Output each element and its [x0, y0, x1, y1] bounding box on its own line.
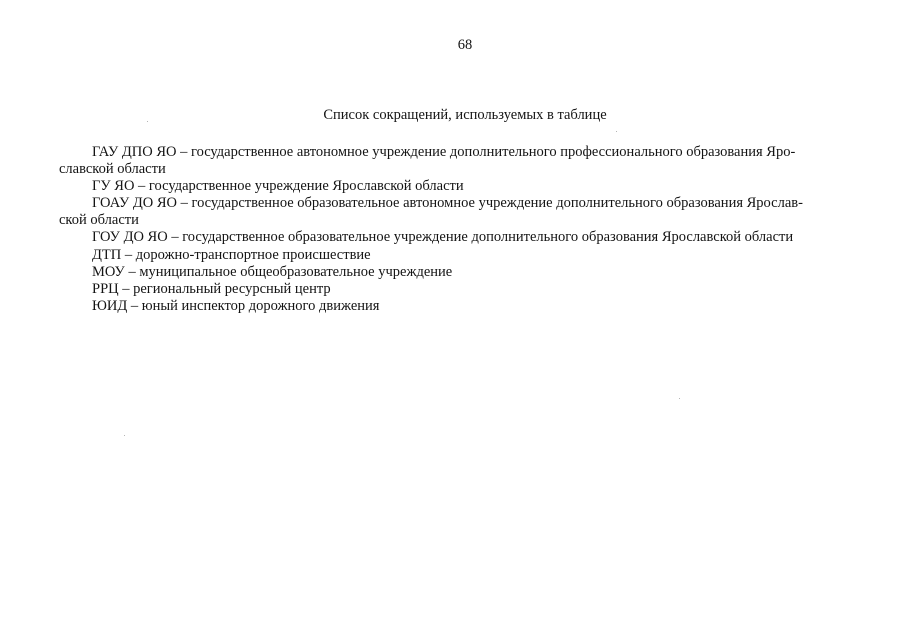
abbreviation-entry-mou — [59, 264, 845, 281]
scan-speck — [616, 131, 617, 132]
abbreviation-entry-yuid — [59, 298, 845, 315]
abbreviation-line-continued: ской области — [59, 212, 139, 229]
scan-speck — [147, 121, 148, 122]
abbreviation-entry-goau-do-yao — [59, 195, 845, 229]
abbreviation-entry-dtp — [59, 247, 845, 264]
abbreviation-entry-gau-dpo-yao — [59, 144, 845, 178]
scan-speck — [679, 398, 680, 399]
abbreviation-line: ГОУ ДО ЯО – государственное образовательное учреждение дополнительного образования Ярославской области — [92, 229, 794, 246]
abbreviation-line-continued: славской области — [59, 161, 166, 178]
abbreviation-line: ГУ ЯО – государственное учреждение Ярославской области — [92, 178, 464, 195]
abbreviation-entry-gu-yao — [59, 178, 845, 195]
scan-speck — [124, 435, 125, 436]
abbreviation-line: ЮИД – юный инспектор дорожного движения — [92, 297, 380, 314]
abbreviation-list — [59, 144, 845, 315]
page-title: Список сокращений, используемых в таблице — [323, 107, 607, 123]
abbreviation-line: РРЦ – региональный ресурсный центр — [92, 280, 331, 297]
abbreviation-line: ГОАУ ДО ЯО – государственное образовательное автономное учреждение дополнительного образования Ярослав- — [92, 195, 803, 212]
abbreviation-entry-rrc — [59, 281, 845, 298]
abbreviation-line: ГАУ ДПО ЯО – государственное автономное учреждение дополнительного профессионального образования Яро- — [92, 144, 796, 160]
abbreviation-entry-gou-do-yao — [59, 229, 845, 246]
abbreviation-line: МОУ – муниципальное общеобразовательное учреждение — [92, 263, 453, 280]
page-number: 68 — [457, 37, 473, 53]
abbreviation-line: ДТП – дорожно-транспортное происшествие — [92, 246, 371, 263]
